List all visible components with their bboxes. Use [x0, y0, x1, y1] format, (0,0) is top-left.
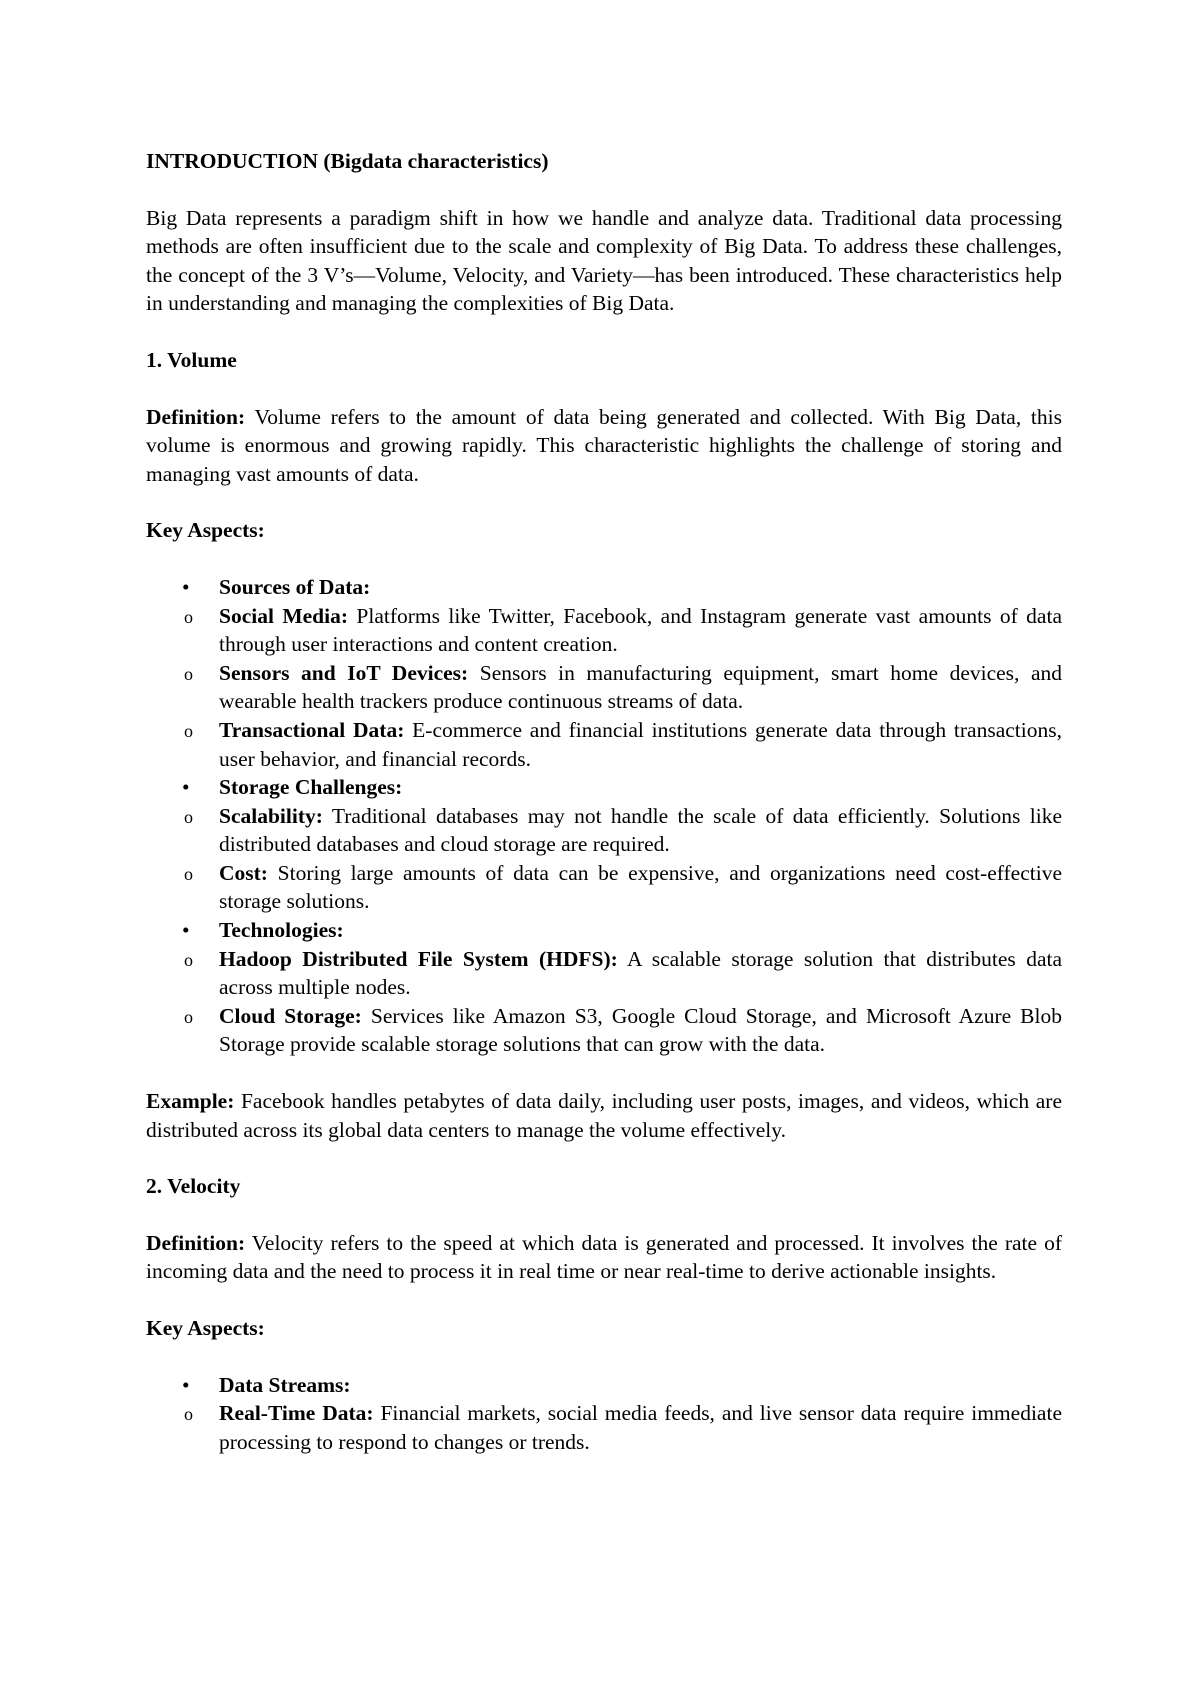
list-item [146, 773, 1062, 916]
sub-list-item [184, 716, 1062, 773]
item-label: Hadoop Distributed File System (HDFS): [219, 946, 618, 971]
volume-heading: 1. Volume [146, 347, 237, 372]
definition-label: Definition: [146, 404, 246, 429]
sub-bullet-icon: o [184, 1006, 193, 1027]
example-label: Example: [146, 1089, 235, 1114]
sub-bullet-icon: o [184, 720, 193, 741]
group-label: Data Streams: [219, 1372, 351, 1397]
velocity-key-aspects-heading: Key Aspects: [146, 1316, 265, 1340]
sub-list-item [184, 1399, 1062, 1456]
sub-bullet-icon: o [184, 1404, 193, 1425]
item-label: Cost: [219, 860, 268, 885]
item-text: Platforms like Twitter, Facebook, and Instagram generate vast amounts of data through user interactions and content creation. [219, 603, 1062, 657]
sub-list-item [184, 802, 1062, 859]
group-label: Technologies: [219, 918, 344, 943]
group-label: Storage Challenges: [219, 775, 403, 800]
sub-list [184, 802, 1062, 916]
item-text: Services like Amazon S3, Google Cloud Storage, and Microsoft Azure Blob Storage provide scalable storage solutions that can grow with the data. [219, 1003, 1062, 1057]
bullet-icon: • [182, 918, 190, 943]
list-item [146, 1371, 1062, 1457]
velocity-aspects-list [146, 1371, 1062, 1457]
group-label: Sources of Data: [219, 574, 371, 599]
sub-list [184, 1399, 1062, 1456]
sub-list-item [184, 945, 1062, 1002]
item-text: Storing large amounts of data can be expensive, and organizations need cost-effective storage solutions. [219, 860, 1062, 914]
item-label: Social Media: [219, 603, 349, 628]
item-label: Cloud Storage: [219, 1003, 362, 1028]
sub-list [184, 602, 1062, 774]
volume-aspects-list [146, 573, 1062, 1059]
bullet-icon: • [182, 1372, 190, 1397]
item-text: Sensors in manufacturing equipment, smart home devices, and wearable health trackers produce continuous streams of data. [219, 660, 1062, 714]
example-text: Facebook handles petabytes of data daily, including user posts, images, and videos, which are distributed across its global data centers to manage the volume effectively. [146, 1089, 1062, 1142]
volume-key-aspects-heading: Key Aspects: [146, 518, 265, 543]
document-body [146, 147, 1062, 1484]
page-title: INTRODUCTION (Bigdata characteristics) [146, 149, 549, 173]
volume-example [146, 1087, 1062, 1144]
item-text: A scalable storage solution that distributes data across multiple nodes. [219, 946, 1062, 1000]
bullet-icon: • [182, 775, 190, 800]
volume-definition [146, 403, 1062, 489]
list-item [146, 573, 1062, 773]
intro-paragraph: Big Data represents a paradigm shift in how we handle and analyze data. Traditional data processing methods are often insufficient due to the scale and complexity of Big Data. To address these challenges, the concept of the 3 V’s—Volume, Velocity, and Variety—has been introduced. These characteristics help in understanding and managing the complexities of Big Data. [146, 205, 1062, 316]
sub-bullet-icon: o [184, 949, 193, 970]
sub-bullet-icon: o [184, 863, 193, 884]
list-item [146, 916, 1062, 1059]
item-label: Real-Time Data: [219, 1401, 374, 1426]
sub-bullet-icon: o [184, 606, 193, 627]
velocity-heading: 2. Velocity [146, 1174, 241, 1199]
sub-list [184, 945, 1062, 1059]
definition-label: Definition: [146, 1230, 246, 1255]
sub-list-item [184, 602, 1062, 659]
item-label: Scalability: [219, 803, 323, 828]
item-label: Sensors and IoT Devices: [219, 660, 469, 685]
sub-bullet-icon: o [184, 663, 193, 684]
definition-text: Velocity refers to the speed at which data is generated and processed. It involves the rate of incoming data and the need to process it in real time or near real-time to derive actionable insights. [146, 1230, 1062, 1284]
item-text: Traditional databases may not handle the scale of data efficiently. Solutions like distributed databases and cloud storage are required. [219, 803, 1062, 857]
item-label: Transactional Data: [219, 717, 405, 742]
sub-list-item [184, 1002, 1062, 1059]
sub-list-item [184, 659, 1062, 716]
sub-bullet-icon: o [184, 806, 193, 827]
definition-text: Volume refers to the amount of data being generated and collected. With Big Data, this volume is enormous and growing rapidly. This characteristic highlights the challenge of storing and managing vast amounts of data. [146, 404, 1062, 486]
item-text: Financial markets, social media feeds, and live sensor data require immediate processing to respond to changes or trends. [219, 1401, 1062, 1454]
sub-list-item [184, 859, 1062, 916]
item-text: E-commerce and financial institutions generate data through transactions, user behavior, and financial records. [219, 717, 1062, 771]
velocity-definition [146, 1229, 1062, 1286]
bullet-icon: • [182, 574, 190, 599]
